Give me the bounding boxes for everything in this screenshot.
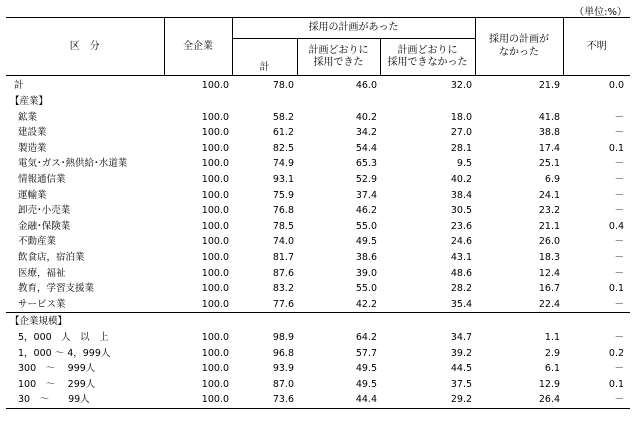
cell-planned: 93.9 (272, 363, 294, 375)
cell-no-plan: 24.1 (538, 189, 561, 201)
header-as-planned: 計画どおりに 採用できた (297, 39, 380, 76)
section-heading-size (6, 313, 630, 330)
cell-unknown: － (614, 331, 625, 343)
cell-as-planned: 44.4 (297, 392, 380, 408)
table-row (6, 266, 630, 282)
cell-unknown: 0.4 (608, 220, 625, 232)
cell-as-planned: 37.4 (355, 189, 377, 201)
table-row (6, 330, 630, 346)
cell-all: 100.0 (201, 267, 229, 279)
cell-as-planned: 65.3 (355, 158, 377, 170)
header-row-1 (6, 18, 630, 39)
cell-unknown: － (614, 205, 625, 217)
cell-all: 100.0 (164, 392, 232, 408)
table-row (6, 110, 630, 126)
header-not-as-planned: 計画どおりに 採用できなかった (380, 39, 475, 76)
cell-no-plan: 21.1 (538, 220, 561, 232)
cell-not-as-planned: 27.0 (450, 127, 473, 139)
cell-no-plan: 41.8 (538, 111, 561, 123)
cell-planned: 74.9 (272, 158, 294, 170)
row-label: 電気･ガス･熱供給･水道業 (18, 158, 128, 170)
cell-planned: 81.7 (272, 251, 294, 263)
cell-unknown: 0.1 (608, 378, 625, 390)
table-row (6, 172, 630, 188)
row-label: 建設業 (18, 127, 47, 139)
cell-not-as-planned: 9.5 (456, 158, 473, 170)
cell-unknown: 0.1 (608, 283, 625, 295)
cell-no-plan: 26.0 (538, 236, 561, 248)
cell-planned: 77.6 (232, 297, 297, 313)
row-label: 100 ～ 299人 (18, 378, 96, 390)
cell-unknown: 0.0 (608, 80, 625, 92)
row-label: 5，000 人 以 上 (18, 331, 109, 343)
cell-not-as-planned: 38.4 (450, 189, 473, 201)
cell-not-as-planned: 44.5 (450, 363, 473, 375)
section-label: 【企業規模】 (10, 316, 68, 328)
cell-no-plan: 12.4 (538, 267, 561, 279)
cell-planned: 98.9 (272, 331, 294, 343)
row-label: 卸売･小売業 (18, 205, 71, 217)
cell-as-planned: 39.0 (355, 267, 377, 279)
row-label: 運輸業 (18, 189, 47, 201)
header-all-companies: 全企業 (164, 18, 232, 76)
cell-not-as-planned: 48.6 (450, 267, 473, 279)
cell-not-as-planned: 32.0 (450, 80, 473, 92)
cell-as-planned: 46.0 (355, 80, 377, 92)
table-row (6, 377, 630, 393)
cell-as-planned: 55.0 (355, 283, 377, 295)
cell-planned: 96.8 (272, 347, 294, 359)
cell-all: 100.0 (201, 236, 229, 248)
cell-as-planned: 40.2 (355, 111, 377, 123)
cell-not-as-planned: 28.2 (450, 283, 473, 295)
table-row (6, 281, 630, 297)
cell-planned: 58.2 (272, 111, 294, 123)
cell-all: 100.0 (201, 220, 229, 232)
cell-as-planned: 52.9 (355, 174, 377, 186)
cell-not-as-planned: 30.5 (450, 205, 473, 217)
cell-all: 100.0 (201, 174, 229, 186)
cell-all: 100.0 (201, 251, 229, 263)
section-heading-industry (6, 94, 630, 110)
section-label: 【産業】 (10, 96, 49, 108)
cell-unknown: － (614, 111, 625, 123)
cell-no-plan: 12.9 (538, 378, 561, 390)
header-category: 区 分 (6, 18, 164, 76)
cell-unknown: － (614, 236, 625, 248)
cell-not-as-planned: 29.2 (380, 392, 475, 408)
table-row (6, 361, 630, 377)
cell-planned: 87.0 (272, 378, 294, 390)
cell-as-planned: 57.7 (355, 347, 377, 359)
unit-label: （単位:%） (574, 7, 627, 18)
header-planned-group: 採用の計画があった (232, 18, 475, 39)
cell-as-planned: 49.5 (355, 378, 377, 390)
cell-no-plan: 38.8 (538, 127, 561, 139)
cell-all: 100.0 (201, 283, 229, 295)
cell-all: 100.0 (201, 80, 229, 92)
cell-no-plan: 21.9 (538, 80, 561, 92)
cell-no-plan: 1.1 (544, 331, 561, 343)
cell-no-plan: 23.2 (538, 205, 561, 217)
cell-planned: 74.0 (272, 236, 294, 248)
cell-planned: 73.6 (232, 392, 297, 408)
cell-as-planned: 64.2 (355, 331, 377, 343)
cell-as-planned: 38.6 (355, 251, 377, 263)
recruitment-plan-table (6, 17, 630, 409)
cell-no-plan: 18.3 (538, 251, 561, 263)
row-label: 医療，福祉 (18, 267, 66, 279)
row-label: 計 (14, 80, 24, 92)
cell-not-as-planned: 43.1 (450, 251, 473, 263)
cell-as-planned: 49.5 (355, 363, 377, 375)
row-label: 1，000 ～ 4，999人 (18, 347, 111, 359)
cell-planned: 87.6 (272, 267, 294, 279)
cell-not-as-planned: 18.0 (450, 111, 473, 123)
cell-as-planned: 54.4 (355, 142, 377, 154)
table-row (6, 125, 630, 141)
header-unknown: 不明 (563, 18, 630, 76)
row-label: 300 ～ 999人 (18, 363, 96, 375)
industry-rows (6, 110, 630, 313)
cell-unknown: － (614, 127, 625, 139)
cell-unknown: － (563, 297, 630, 313)
cell-unknown: － (614, 189, 625, 201)
cell-all: 100.0 (201, 111, 229, 123)
cell-unknown: － (614, 251, 625, 263)
cell-planned: 61.2 (272, 127, 294, 139)
cell-planned: 83.2 (272, 283, 294, 295)
cell-as-planned: 42.2 (297, 297, 380, 313)
cell-as-planned: 55.0 (355, 220, 377, 232)
cell-as-planned: 49.5 (355, 236, 377, 248)
row-label: 30 ～ 99人 (6, 392, 164, 408)
row-label: 情報通信業 (18, 174, 66, 186)
cell-all: 100.0 (201, 378, 229, 390)
size-rows (6, 330, 630, 408)
table-row (6, 188, 630, 204)
cell-not-as-planned: 28.1 (450, 142, 473, 154)
row-label: 金融･保険業 (18, 220, 71, 232)
cell-not-as-planned: 23.6 (450, 220, 473, 232)
cell-unknown: 0.2 (608, 347, 625, 359)
row-label: 製造業 (18, 142, 47, 154)
table-row (6, 203, 630, 219)
table-row-total (6, 76, 630, 95)
table-row (6, 250, 630, 266)
table-row (6, 219, 630, 235)
table-row (6, 156, 630, 172)
cell-planned: 76.8 (272, 205, 294, 217)
cell-unknown: 0.1 (608, 142, 625, 154)
cell-unknown: － (614, 158, 625, 170)
cell-planned: 82.5 (272, 142, 294, 154)
cell-planned: 93.1 (272, 174, 294, 186)
cell-no-plan: 16.7 (538, 283, 561, 295)
cell-unknown: － (563, 392, 630, 408)
table-row (6, 346, 630, 362)
cell-all: 100.0 (201, 363, 229, 375)
cell-not-as-planned: 37.5 (450, 378, 473, 390)
header-no-plan: 採用の計画が なかった (475, 18, 563, 76)
cell-no-plan: 17.4 (538, 142, 561, 154)
header-planned-total: 計 (232, 39, 297, 76)
cell-planned: 78.5 (272, 220, 294, 232)
row-label: 飲食店，宿泊業 (18, 251, 85, 263)
cell-all: 100.0 (201, 127, 229, 139)
cell-all: 100.0 (164, 297, 232, 313)
table-row (6, 234, 630, 250)
cell-planned: 75.9 (272, 189, 294, 201)
cell-as-planned: 34.2 (355, 127, 377, 139)
cell-all: 100.0 (201, 331, 229, 343)
cell-not-as-planned: 39.2 (450, 347, 473, 359)
table-row (6, 297, 630, 313)
cell-no-plan: 6.1 (544, 363, 561, 375)
cell-not-as-planned: 35.4 (380, 297, 475, 313)
cell-unknown: － (614, 267, 625, 279)
cell-not-as-planned: 24.6 (450, 236, 473, 248)
cell-all: 100.0 (201, 205, 229, 217)
row-label: 不動産業 (18, 236, 57, 248)
row-label: 鉱業 (18, 111, 38, 123)
row-label: 教育，学習支援業 (18, 283, 95, 295)
cell-all: 100.0 (201, 158, 229, 170)
cell-not-as-planned: 40.2 (450, 174, 473, 186)
cell-no-plan: 26.4 (475, 392, 563, 408)
cell-no-plan: 25.1 (538, 158, 561, 170)
cell-all: 100.0 (201, 142, 229, 154)
table-row (6, 392, 630, 408)
cell-no-plan: 22.4 (475, 297, 563, 313)
cell-all: 100.0 (201, 347, 229, 359)
cell-unknown: － (614, 363, 625, 375)
cell-all: 100.0 (201, 189, 229, 201)
cell-no-plan: 2.9 (544, 347, 561, 359)
cell-no-plan: 6.9 (544, 174, 561, 186)
table-row (6, 141, 630, 157)
cell-as-planned: 46.2 (355, 205, 377, 217)
cell-not-as-planned: 34.7 (450, 331, 473, 343)
cell-planned: 78.0 (272, 80, 294, 92)
row-label: サービス業 (6, 297, 164, 313)
cell-unknown: － (614, 174, 625, 186)
